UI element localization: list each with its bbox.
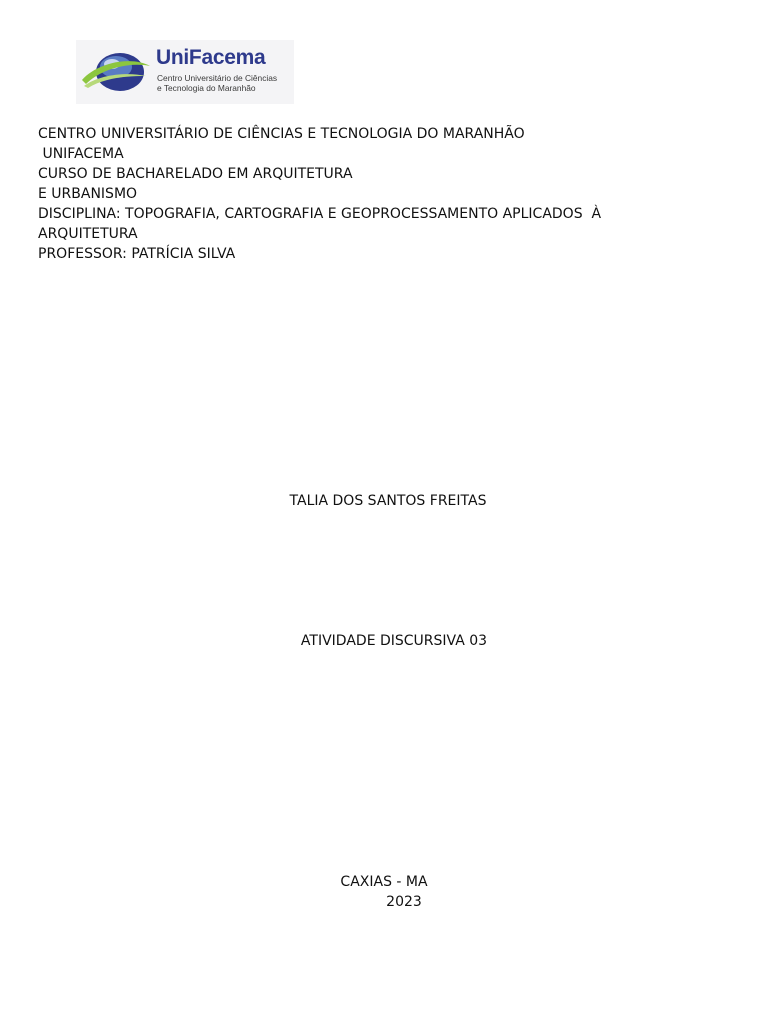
globe-swoosh-icon <box>80 46 152 98</box>
unifacema-logo <box>76 40 294 104</box>
header-line: ARQUITETURA <box>38 226 138 242</box>
institution-header <box>38 124 728 264</box>
logo-subtitle-line1: Centro Universitário de Ciências <box>157 73 278 83</box>
header-line: PROFESSOR: PATRÍCIA SILVA <box>38 246 236 262</box>
header-line: E URBANISMO <box>38 186 138 202</box>
location: CAXIAS - MA <box>340 874 428 890</box>
logo-wordmark: UniFacema <box>156 46 266 69</box>
logo-subtitle <box>157 73 277 93</box>
header-line: CURSO DE BACHARELADO EM ARQUITETURA <box>38 166 353 182</box>
header-line: DISCIPLINA: TOPOGRAFIA, CARTOGRAFIA E GEOPROCESSAMENTO APLICADOS À <box>38 206 602 222</box>
header-line: CENTRO UNIVERSITÁRIO DE CIÊNCIAS E TECNOLOGIA DO MARANHÃO <box>38 126 525 142</box>
author-name: TALIA DOS SANTOS FREITAS <box>289 493 487 509</box>
year: 2023 <box>386 894 422 910</box>
logo-subtitle-line2: e Tecnologia do Maranhão <box>157 83 256 93</box>
activity-title: ATIVIDADE DISCURSIVA 03 <box>300 633 488 649</box>
header-line: UNIFACEMA <box>38 146 124 162</box>
